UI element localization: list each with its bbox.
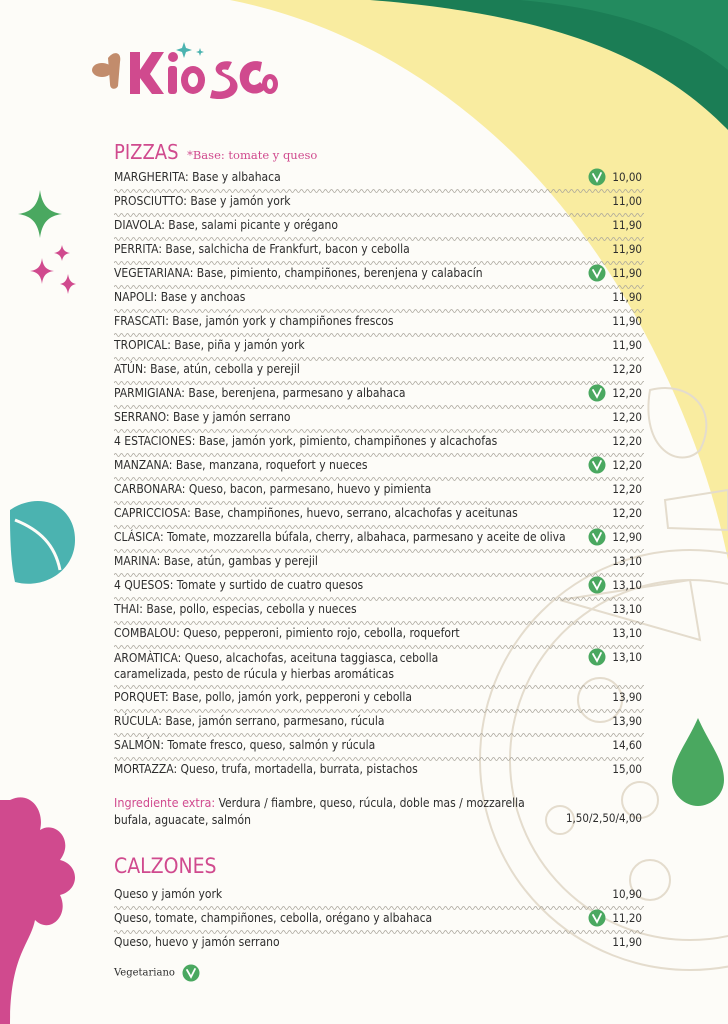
menu-item-name: ATÚN: Base, atún, cebolla y perejil [114,362,300,376]
vegetarian-icon [588,264,606,282]
menu-item-price: 12,20 [612,458,642,472]
menu-item-name: Queso, huevo y jamón serrano [114,935,280,949]
menu-item-price: 11,90 [612,314,642,328]
menu-item-name: SALMÓN: Tomate fresco, queso, salmón y rúcula [114,738,376,752]
menu-item [114,482,644,500]
menu-item-price: 12,20 [612,386,642,400]
menu-item-name: CARBONARA: Queso, bacon, parmesano, huevo y pimienta [114,482,432,496]
menu-item-price: 13,90 [612,690,642,704]
menu-item-price: 13,90 [612,714,642,728]
menu-item-price: 10,00 [612,170,642,184]
menu-item-price: 11,00 [612,194,642,208]
menu-item [114,626,644,644]
menu-item [114,194,644,212]
extra-ingredients [114,794,644,834]
menu-item-name: MANZANA: Base, manzana, roquefort y nueces [114,458,368,472]
menu-item-price: 13,10 [612,554,642,568]
calzones-heading [114,854,217,878]
menu-item [114,738,644,756]
menu-item [114,242,644,260]
extra-text: Verdura / fiambre, queso, rúcula, doble mas / mozzarella bufala, aguacate, salmón [114,796,525,827]
menu-item [114,554,644,572]
menu-item [114,290,644,308]
kiosco-logo [88,40,278,108]
menu-item-name: Queso y jamón york [114,887,223,901]
menu-item-price: 11,90 [612,290,642,304]
menu-item [114,410,644,428]
menu-item-name: THAI: Base, pollo, especias, cebolla y nueces [114,602,357,616]
menu-item [114,218,644,236]
menu-item-price: 10,90 [612,887,642,901]
pizzas-subtitle: *Base: tomate y queso [187,148,318,162]
menu-item-name: PARMIGIANA: Base, berenjena, parmesano y albahaca [114,386,406,400]
menu-item-name: RÚCULA: Base, jamón serrano, parmesano, rúcula [114,714,385,728]
pizza-list [114,168,644,778]
menu-item-name: PERRITA: Base, salchicha de Frankfurt, bacon y cebolla [114,242,410,256]
menu-item-name: CLÁSICA: Tomate, mozzarella búfala, cherry, albahaca, parmesano y aceite de oliva [114,530,566,544]
vegetarian-icon [588,384,606,402]
menu-item-price: 13,10 [612,578,642,592]
menu-item-name: MARGHERITA: Base y albahaca [114,170,281,184]
legend [114,964,200,982]
menu-item-name: FRASCATI: Base, jamón york y champiñones frescos [114,314,394,328]
menu-item [114,530,644,548]
menu-item-price: 13,10 [612,602,642,616]
menu-item-price: 11,90 [612,242,642,256]
menu-item [114,338,644,356]
menu-item [114,170,644,188]
menu-item-price: 12,20 [612,506,642,520]
menu-item [114,314,644,332]
menu-item-name: CAPRICCIOSA: Base, champiñones, huevo, serrano, alcachofas y aceitunas [114,506,518,520]
menu-item-name: 4 QUESOS: Tomate y surtido de cuatro quesos [114,578,364,592]
menu-item-price: 15,00 [612,762,642,776]
vegetarian-icon [182,964,200,982]
menu-item-name: PORQUET: Base, pollo, jamón york, pepperoni y cebolla [114,690,413,704]
vegetarian-icon [588,528,606,546]
menu-item-name: AROMÀTICA: Queso, alcachofas, aceituna taggiasca, cebolla caramelizada, pesto de rúcula y hierbas aromáticas [114,651,439,681]
menu-item [114,434,644,452]
extra-price: 1,50/2,50/4,00 [565,811,642,825]
menu-item [114,506,644,524]
menu-item [114,690,644,708]
menu-item-name: MORTAZZA: Queso, trufa, mortadella, burrata, pistachos [114,762,418,776]
menu-item-price: 13,10 [612,650,642,664]
menu-item-name: PROSCIUTTO: Base y jamón york [114,194,291,208]
menu-item-price: 11,90 [612,266,642,280]
calzone-list [114,885,644,955]
menu-item-name: 4 ESTACIONES: Base, jamón york, pimiento, champiñones y alcachofas [114,434,498,448]
menu-item-price: 13,10 [612,626,642,640]
menu-item-name: DIAVOLA: Base, salami picante y orégano [114,218,338,232]
menu-item-price: 14,60 [612,738,642,752]
vegetarian-icon [588,648,606,666]
menu-item [114,714,644,732]
menu-item [114,386,644,404]
menu-item-name: COMBALOU: Queso, pepperoni, pimiento rojo, cebolla, roquefort [114,626,460,640]
menu-item-price: 11,90 [612,218,642,232]
menu-item [114,935,644,953]
menu-item-name: MARINA: Base, atún, gambas y perejil [114,554,318,568]
pizzas-title: PIZZAS [114,140,179,164]
extra-label: Ingrediente extra: [114,795,216,810]
menu-item [114,578,644,596]
menu-item-price: 11,20 [612,911,642,925]
menu-item [114,911,644,929]
menu-item [114,762,644,780]
menu-item-price: 12,90 [612,530,642,544]
vegetarian-icon [588,576,606,594]
menu-item-price: 11,90 [612,935,642,949]
sparkle-icon [18,190,62,238]
menu-item-name: TROPICAL: Base, piña y jamón york [114,338,305,352]
menu-item-price: 12,20 [612,362,642,376]
menu-item-price: 12,20 [612,482,642,496]
menu-item [114,650,644,684]
menu-item-price: 11,90 [612,338,642,352]
pizzas-heading [114,140,317,164]
menu-item-name: NAPOLI: Base y anchoas [114,290,246,304]
menu-item-name: VEGETARIANA: Base, pimiento, champiñones, berenjena y calabacín [114,266,483,280]
menu-item-price: 12,20 [612,410,642,424]
menu-item [114,266,644,284]
calzones-title: CALZONES [114,854,217,878]
menu-item-price: 12,20 [612,434,642,448]
menu-item-name: Queso, tomate, champiñones, cebolla, orégano y albahaca [114,911,433,925]
menu-item-name: SERRANO: Base y jamón serrano [114,410,291,424]
menu-item [114,887,644,905]
vegetarian-icon [588,909,606,927]
menu-item [114,362,644,380]
legend-label: Vegetariano [114,967,175,979]
menu-item [114,602,644,620]
vegetarian-icon [588,456,606,474]
menu-item [114,458,644,476]
vegetarian-icon [588,168,606,186]
